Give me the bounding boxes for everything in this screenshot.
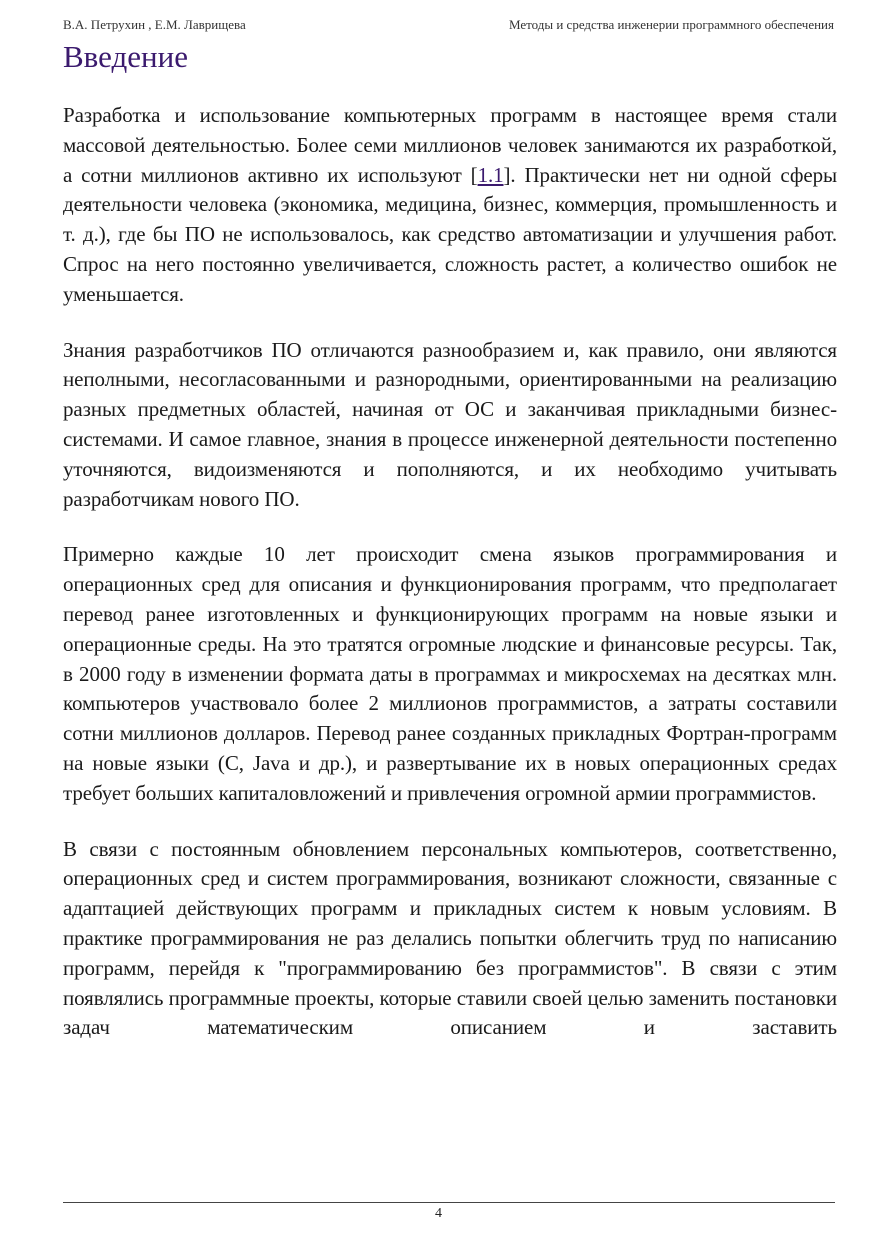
paragraph-4: В связи с постоянным обновлением персональных компьютеров, соответственно, операционных сред и систем программирования, возникают сложности, связанные с адаптацией действующих программ и прикладных систем к новым условиям. В практике программирования не раз делались попытки облегчить труд по написанию программ, перейдя к "программированию без программистов". В связи с этим появлялись программные проекты, которые ставили своей целью заменить постановки задач математическим описанием и заставить bbox=[63, 836, 837, 1040]
paragraph-1-text-a: Разработка и использование компьютерных программ в настоящее время стали массовой деятельностью. Более семи миллионов человек занимаются их разработкой, а сотни миллионов активно их используют [ bbox=[63, 103, 837, 187]
paragraph-2: Знания разработчиков ПО отличаются разнообразием и, как правило, они являются неполными, несогласованными и разнородными, ориентированными на реализацию разных предметных областей, начиная от ОС и заканчивая прикладными бизнес-системами. И самое главное, знания в процессе инженерной деятельности постепенно уточняются, видоизменяются и пополняются, и их необходимо учитывать разработчикам нового ПО. bbox=[63, 337, 837, 511]
body-text bbox=[63, 101, 837, 1069]
header-book-title: Методы и средства инженерии программного обеспечения bbox=[508, 17, 834, 32]
paragraph-3: Примерно каждые 10 лет происходит смена языков программирования и операционных сред для описания и функционирования программ, что предполагает перевод ранее изготовленных и функционирующих программ на новые языки и операционные среды. На это тратятся огромные людские и финансовые ресурсы. Так, в 2000 году в изменении формата даты в программах и микросхемах на десятках млн. компьютеров участвовало более 2 миллионов программистов, а затраты составили сотни миллионов долларов. Перевод ранее созданных прикладных Фортран-программ на новые языки (С, Java и др.), и развертывание их в новых операционных средах требует больших капиталовложений и привлечения огромной армии программистов. bbox=[63, 542, 837, 805]
paragraph-1-text-b: ]. Практически нет ни одной сферы деятельности человека (экономика, медицина, бизнес, коммерция, промышленность и т. д.), где бы ПО не использовалось, как средство автоматизации и улучшения работ. Спрос на него постоянно увеличивается, сложность растет, а количество ошибок не уменьшается. bbox=[63, 162, 837, 306]
paragraph-1 bbox=[63, 101, 837, 310]
page-number: 4 bbox=[435, 1206, 442, 1221]
reference-link[interactable]: 1.1 bbox=[477, 162, 504, 187]
running-header bbox=[63, 17, 834, 33]
section-title: Введение bbox=[63, 39, 188, 74]
footer-divider bbox=[63, 1202, 835, 1203]
header-authors: В.А. Петрухин , Е.М. Лаврищева bbox=[63, 17, 246, 32]
